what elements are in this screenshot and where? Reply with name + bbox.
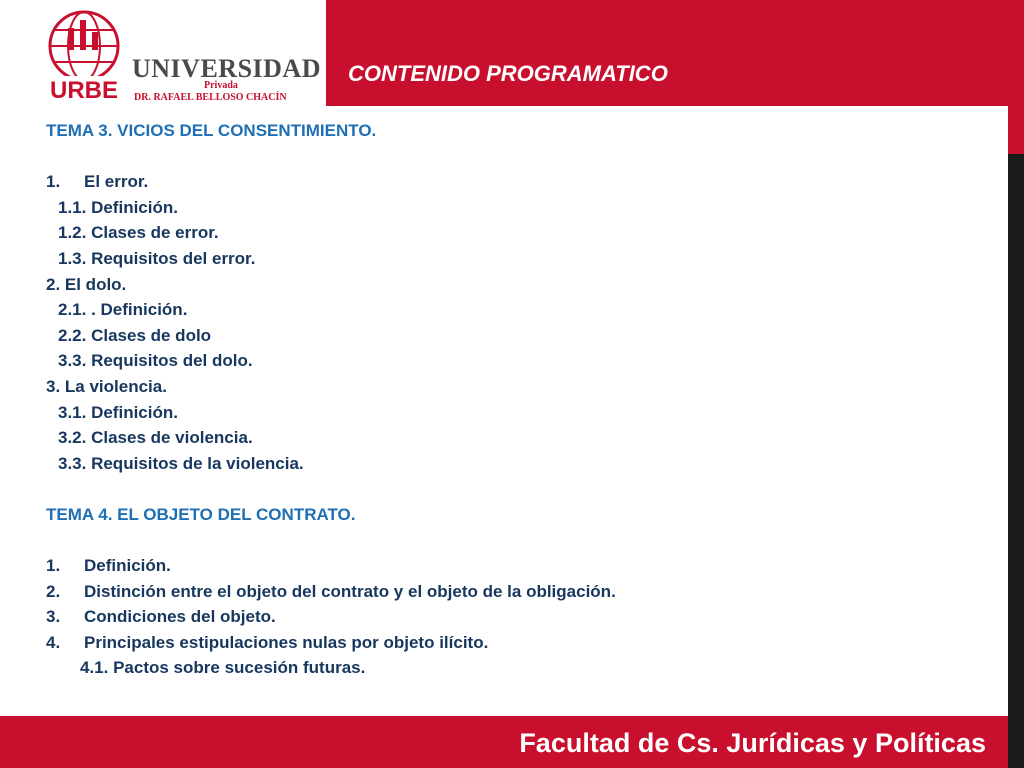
- logo-subtitle-privada: Privada: [204, 80, 238, 91]
- list-item: [46, 604, 986, 630]
- list-item: [46, 553, 986, 579]
- list-number: 1.: [46, 172, 61, 192]
- list-text: Distinción entre el objeto del contrato y el objeto de la obligación.: [84, 581, 616, 601]
- tema4-heading: TEMA 4. EL OBJETO DEL CONTRATO.: [46, 504, 356, 524]
- tema3-heading: TEMA 3. VICIOS DEL CONSENTIMIENTO.: [46, 121, 377, 140]
- subitem-2-2: 2.2. Clases de dolo: [58, 325, 212, 345]
- list-item: [46, 630, 986, 656]
- subitem-3-3: 3.3. Requisitos de la violencia.: [58, 453, 304, 473]
- svg-text:URBE: URBE: [49, 77, 119, 104]
- list-number: 4.: [46, 632, 61, 652]
- subitem-3-2: 3.2. Clases de violencia.: [58, 428, 253, 448]
- spacer: [46, 528, 986, 554]
- subitem-2-3: 3.3. Requisitos del dolo.: [58, 351, 253, 371]
- list-text: Principales estipulaciones nulas por objeto ilícito.: [84, 632, 489, 652]
- logo-subtitle-name: DR. RAFAEL BELLOSO CHACÍN: [134, 92, 287, 103]
- spacer: [46, 144, 986, 170]
- right-accent-bar: [1008, 0, 1024, 154]
- subitem-4-1: 4.1. Pactos sobre sucesión futuras.: [80, 658, 366, 678]
- right-dark-bar: [1008, 154, 1024, 768]
- footer-bar: [0, 716, 1008, 768]
- list-number: 2.: [46, 581, 61, 601]
- logo-wordmark: UNIVERSIDAD: [132, 54, 321, 83]
- list-number: 1.: [46, 556, 61, 576]
- list-item-error: [46, 169, 986, 195]
- list-text: El error.: [84, 172, 149, 192]
- list-number: 3.: [46, 607, 61, 627]
- list-item-dolo: 2. El dolo.: [46, 274, 127, 294]
- slide-content: [46, 118, 986, 681]
- subitem-1-2: 1.2. Clases de error.: [58, 223, 219, 243]
- subitem-1-3: 1.3. Requisitos del error.: [58, 248, 256, 268]
- slide-title: CONTENIDO PROGRAMATICO: [348, 61, 668, 86]
- subitem-1-1: 1.1. Definición.: [58, 197, 178, 217]
- list-text: Definición.: [84, 556, 171, 576]
- list-item-violencia: 3. La violencia.: [46, 376, 167, 396]
- footer-faculty-name: Facultad de Cs. Jurídicas y Políticas: [519, 728, 986, 758]
- globe-logo-icon: [38, 8, 130, 104]
- subitem-2-1: 2.1. . Definición.: [58, 300, 188, 320]
- list-item: [46, 579, 986, 605]
- list-text: Condiciones del objeto.: [84, 607, 276, 627]
- subitem-3-1: 3.1. Definición.: [58, 402, 178, 422]
- spacer: [46, 476, 986, 502]
- university-logo: [0, 0, 326, 106]
